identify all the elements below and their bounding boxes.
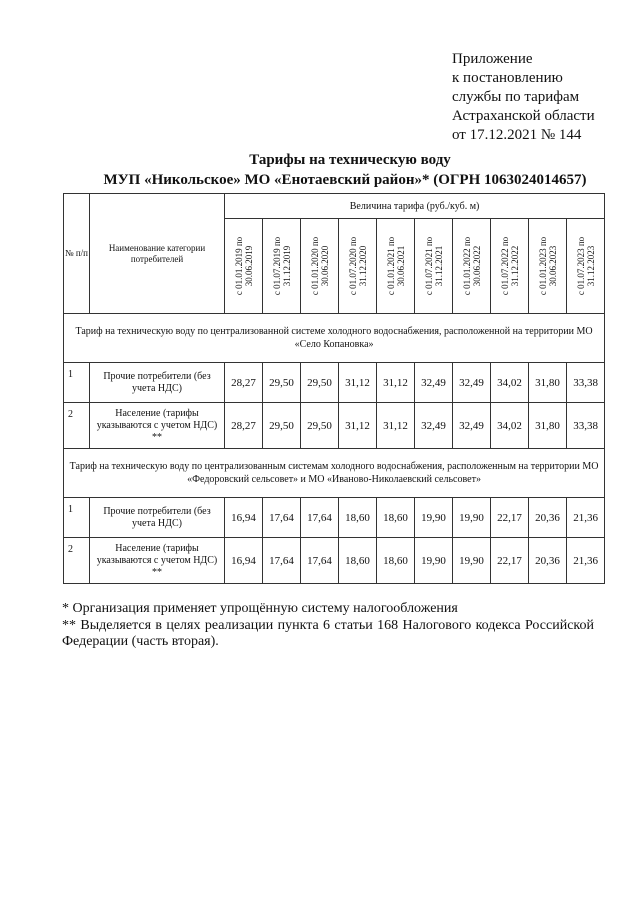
- row-number: 1: [64, 498, 90, 538]
- section-row: [64, 449, 605, 498]
- period-header: [263, 219, 301, 314]
- row-number: 2: [64, 538, 90, 584]
- period-header: [415, 219, 453, 314]
- tariff-value: 29,50: [263, 403, 301, 449]
- tariff-value: 18,60: [339, 538, 377, 584]
- tariff-value: 29,50: [301, 403, 339, 449]
- tariff-value: 17,64: [301, 498, 339, 538]
- appendix-block: [452, 50, 595, 145]
- row-category: Прочие потребители (без учета НДС): [90, 363, 225, 403]
- tariff-value: 32,49: [415, 403, 453, 449]
- tariff-value: 34,02: [491, 403, 529, 449]
- period-label: с 01.07.2022 по 31.12.2022: [499, 236, 520, 296]
- footnote-tax-system: * Организация применяет упрощённую систему налогообложения: [62, 601, 458, 616]
- tariff-value: 17,64: [263, 538, 301, 584]
- period-header: [453, 219, 491, 314]
- tariff-value: 31,12: [377, 403, 415, 449]
- document-title: Тарифы на техническую воду: [249, 152, 451, 168]
- tariff-value: 32,49: [453, 403, 491, 449]
- tariff-value: 18,60: [377, 538, 415, 584]
- table-row: [64, 538, 605, 584]
- period-header: [339, 219, 377, 314]
- tariff-value: 31,80: [529, 403, 567, 449]
- tariff-value: 31,80: [529, 363, 567, 403]
- tariff-value: 20,36: [529, 538, 567, 584]
- tariff-value: 17,64: [301, 538, 339, 584]
- period-label: с 01.01.2023 по 30.06.2023: [537, 236, 558, 296]
- header-tariff-size: Величина тарифа (руб./куб. м): [225, 194, 605, 219]
- tariff-value: 31,12: [339, 403, 377, 449]
- table-row: [64, 498, 605, 538]
- period-label: с 01.07.2023 по 31.12.2023: [575, 236, 596, 296]
- period-header: [301, 219, 339, 314]
- row-category: Население (тарифы указываются с учетом НДС) **: [90, 403, 225, 449]
- header-number: № п/п: [64, 194, 90, 314]
- tariff-value: 29,50: [263, 363, 301, 403]
- period-label: с 01.07.2021 по 31.12.2021: [423, 236, 444, 296]
- row-category: Прочие потребители (без учета НДС): [90, 498, 225, 538]
- row-number: 1: [64, 363, 90, 403]
- tariff-value: 21,36: [567, 498, 605, 538]
- period-label: с 01.01.2019 по 30.06.2019: [233, 236, 254, 296]
- tariff-value: 28,27: [225, 403, 263, 449]
- tariff-value: 19,90: [453, 538, 491, 584]
- section-row: [64, 314, 605, 363]
- tariff-value: 22,17: [491, 498, 529, 538]
- period-label: с 01.01.2021 по 30.06.2021: [385, 236, 406, 296]
- section-title: Тариф на техническую воду по централизованным системам холодного водоснабжения, расположенным на территории МО «Федоровский сельсовет» и МО «Ивановo-Николаевский сельсовет»: [64, 449, 605, 498]
- period-header: [225, 219, 263, 314]
- tariff-value: 19,90: [415, 498, 453, 538]
- table-row: [64, 403, 605, 449]
- footnote-vat: ** Выделяется в целях реализации пункта 6 статьи 168 Налогового кодекса Российской Федерации (часть вторая).: [62, 618, 594, 649]
- tariff-value: 28,27: [225, 363, 263, 403]
- appendix-line: Астраханской области: [452, 108, 595, 124]
- tariff-value: 18,60: [339, 498, 377, 538]
- tariff-value: 32,49: [453, 363, 491, 403]
- tariff-value: 17,64: [263, 498, 301, 538]
- appendix-line: к постановлению: [452, 70, 563, 86]
- row-number: 2: [64, 403, 90, 449]
- tariff-value: 16,94: [225, 538, 263, 584]
- tariff-value: 34,02: [491, 363, 529, 403]
- tariff-value: 31,12: [339, 363, 377, 403]
- period-header: [377, 219, 415, 314]
- tariff-value: 21,36: [567, 538, 605, 584]
- tariff-value: 19,90: [453, 498, 491, 538]
- tariff-value: 31,12: [377, 363, 415, 403]
- tariff-table: [63, 193, 605, 584]
- tariff-value: 19,90: [415, 538, 453, 584]
- table-row: [64, 363, 605, 403]
- period-header: [567, 219, 605, 314]
- table-body: [64, 314, 605, 584]
- row-category: Население (тарифы указываются с учетом НДС) **: [90, 538, 225, 584]
- tariff-value: 33,38: [567, 363, 605, 403]
- tariff-value: 16,94: [225, 498, 263, 538]
- tariff-value: 29,50: [301, 363, 339, 403]
- tariff-value: 20,36: [529, 498, 567, 538]
- period-label: с 01.07.2020 по 31.12.2020: [347, 236, 368, 296]
- section-title: Тариф на техническую воду по централизованной системе холодного водоснабжения, расположенной на территории МО «Село Копановка»: [64, 314, 605, 363]
- period-header: [491, 219, 529, 314]
- period-header: [529, 219, 567, 314]
- period-label: с 01.01.2022 по 30.06.2022: [461, 236, 482, 296]
- appendix-line: от 17.12.2021 № 144: [452, 127, 582, 143]
- tariff-value: 32,49: [415, 363, 453, 403]
- document-subtitle: МУП «Никольское» МО «Енотаевский район»* (ОГРН 1063024014657): [103, 172, 587, 188]
- tariff-value: 22,17: [491, 538, 529, 584]
- tariff-value: 33,38: [567, 403, 605, 449]
- appendix-line: Приложение: [452, 51, 533, 67]
- period-label: с 01.07.2019 по 31.12.2019: [271, 236, 292, 296]
- tariff-value: 18,60: [377, 498, 415, 538]
- appendix-line: службы по тарифам: [452, 89, 580, 105]
- header-category: Наименование категории потребителей: [90, 194, 225, 314]
- period-label: с 01.01.2020 по 30.06.2020: [309, 236, 330, 296]
